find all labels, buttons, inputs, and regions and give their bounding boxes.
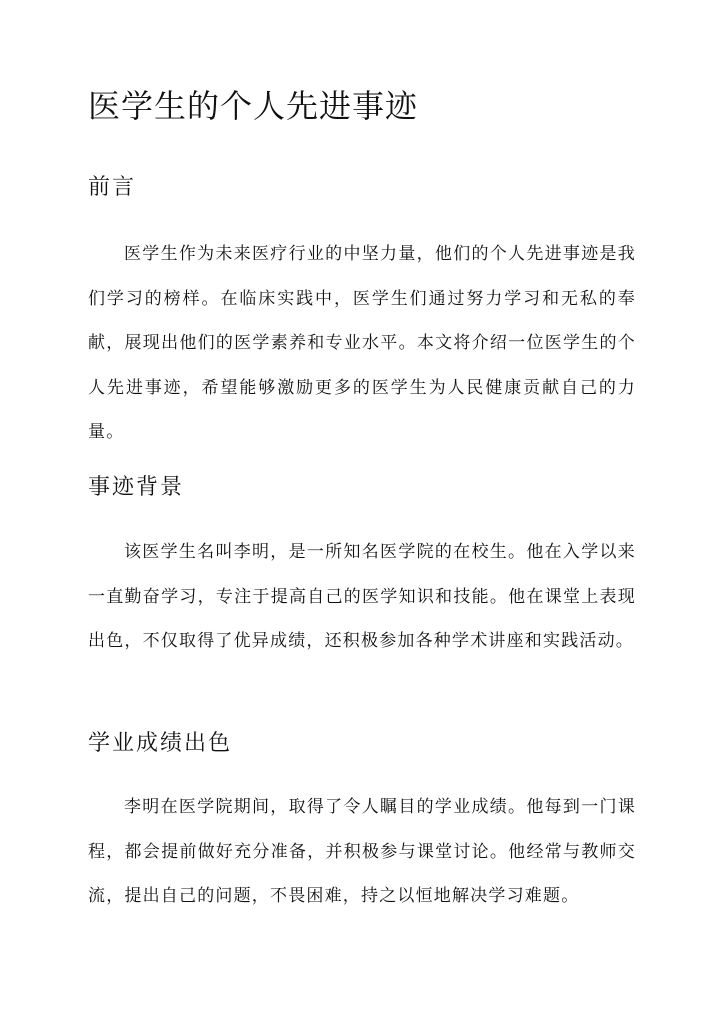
paragraph-preface: 医学生作为未来医疗行业的中坚力量，他们的个人先进事迹是我们学习的榜样。在临床实践中，医学生们通过努力学习和无私的奉献，展现出他们的医学素养和专业水平。本文将介绍一位医学生的个人先进事迹，希望能够激励更多的医学生为人民健康贡献自己的力量。 xyxy=(88,244,636,443)
paragraph-background: 该医学生名叫李明，是一所知名医学院的在校生。他在入学以来一直勤奋学习，专注于提高自己的医学知识和技能。他在课堂上表现出色，不仅取得了优异成绩，还积极参加各种学术讲座和实践活动。 xyxy=(88,542,636,652)
section-heading-preface: 前言 xyxy=(88,175,137,200)
paragraph-academic: 李明在医学院期间，取得了令人瞩目的学业成绩。他每到一门课程，都会提前做好充分准备，并积极参与课堂讨论。他经常与教师交流，提出自己的问题，不畏困难，持之以恒地解决学习难题。 xyxy=(88,797,636,907)
section-heading-background: 事迹背景 xyxy=(88,475,185,500)
document-title: 医学生的个人先进事迹 xyxy=(88,87,419,125)
section-heading-academic: 学业成绩出色 xyxy=(88,731,233,756)
